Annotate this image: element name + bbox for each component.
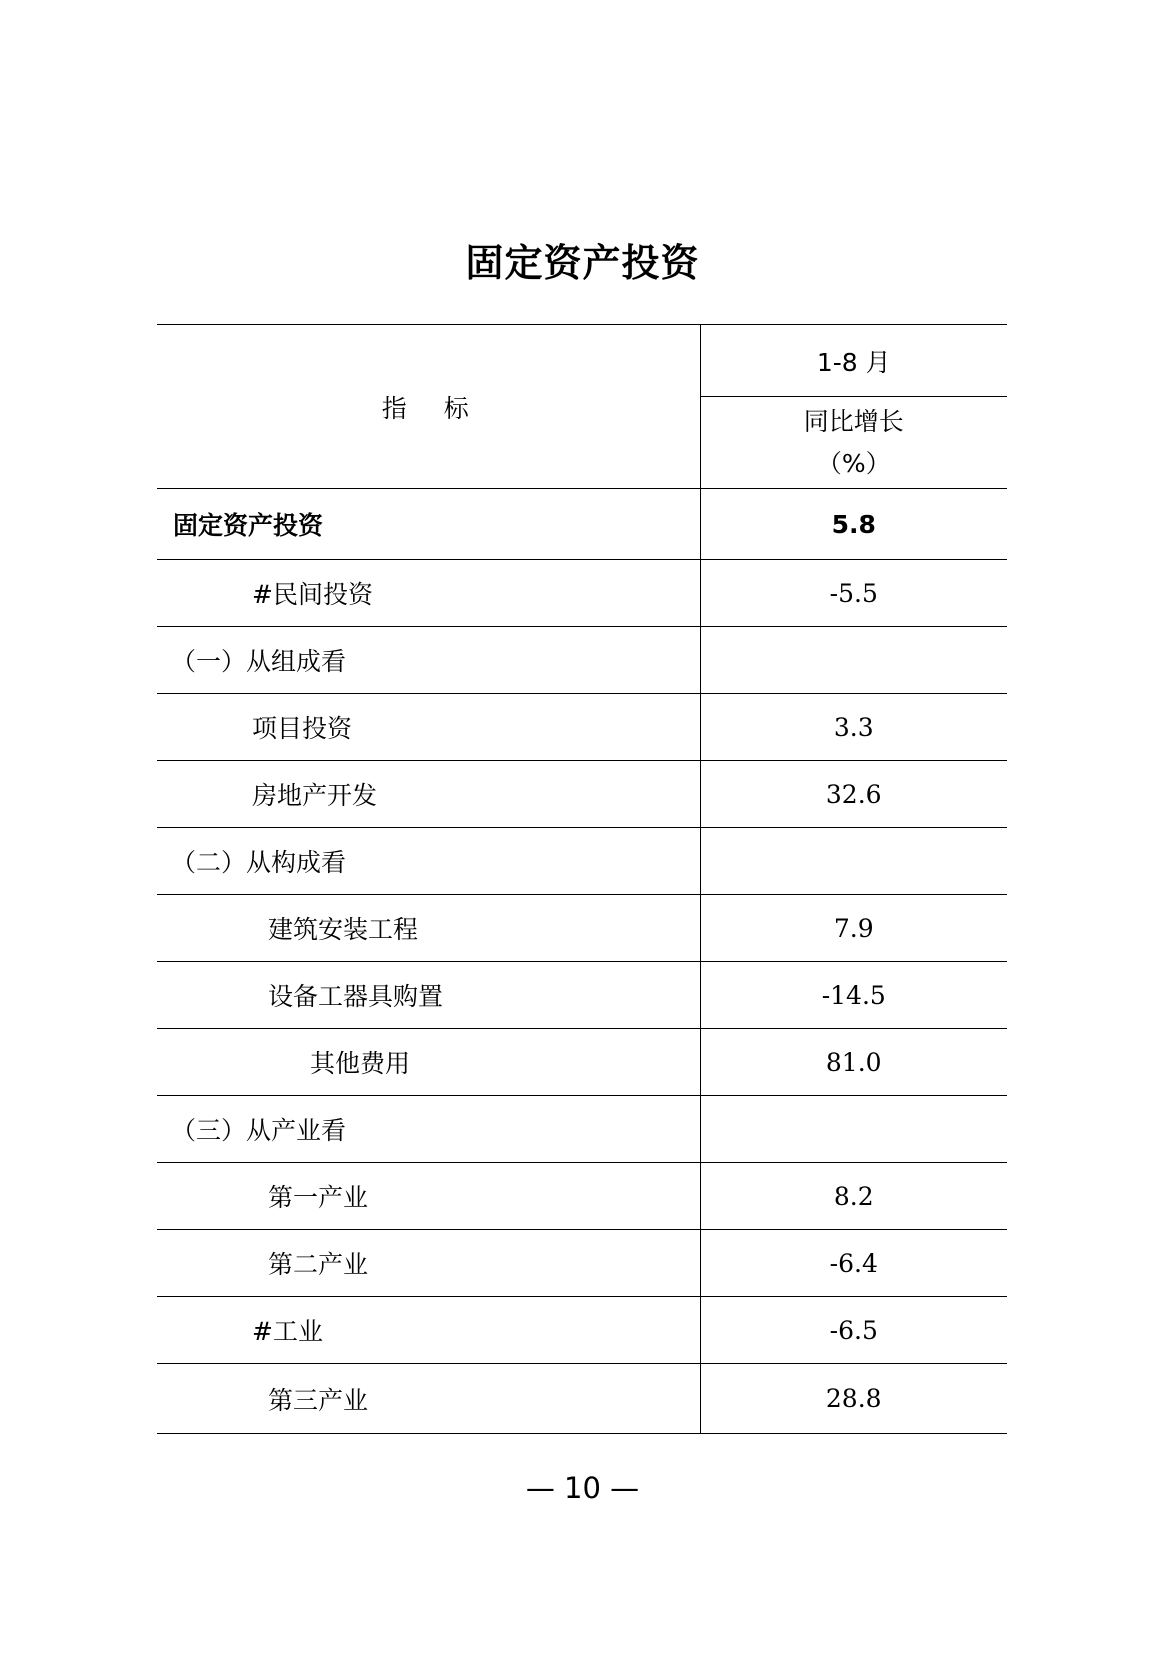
row-label: （一）从组成看: [157, 627, 700, 694]
row-value: -6.4: [700, 1230, 1007, 1297]
header-metric-line1: 同比增长: [803, 406, 904, 436]
row-label: 第三产业: [157, 1364, 700, 1434]
row-value: -14.5: [700, 962, 1007, 1029]
row-value: [700, 1096, 1007, 1163]
page-number: — 10 —: [525, 1471, 640, 1505]
header-indicator: 指 标: [157, 325, 700, 489]
page-title: 固定资产投资: [465, 241, 700, 285]
row-label: #工业: [157, 1297, 700, 1364]
row-label: 设备工器具购置: [157, 962, 700, 1029]
row-label: 项目投资: [157, 694, 700, 761]
header-metric: [700, 397, 1007, 489]
row-label: （三）从产业看: [157, 1096, 700, 1163]
row-value: -5.5: [700, 560, 1007, 627]
row-value: 32.6: [700, 761, 1007, 828]
row-label: （二）从构成看: [157, 828, 700, 895]
table-row: [157, 1297, 1007, 1364]
row-label: 房地产开发: [157, 761, 700, 828]
table-row: [157, 627, 1007, 694]
row-label: #民间投资: [157, 560, 700, 627]
row-value: 8.2: [700, 1163, 1007, 1230]
row-value: -6.5: [700, 1297, 1007, 1364]
table-row: [157, 895, 1007, 962]
table-row: [157, 1230, 1007, 1297]
table-row: [157, 694, 1007, 761]
table-row: [157, 761, 1007, 828]
row-label: 固定资产投资: [157, 489, 700, 560]
row-value: 7.9: [700, 895, 1007, 962]
statistics-table: [157, 324, 1007, 1434]
header-period: 1-8 月: [700, 325, 1007, 397]
row-value: [700, 627, 1007, 694]
table-row: [157, 1163, 1007, 1230]
row-label: 其他费用: [157, 1029, 700, 1096]
table-row: [157, 560, 1007, 627]
table-row: [157, 489, 1007, 560]
row-value: 28.8: [700, 1364, 1007, 1434]
table-row: [157, 962, 1007, 1029]
header-metric-line2: （%）: [816, 448, 891, 478]
row-value: [700, 828, 1007, 895]
row-label: 建筑安装工程: [157, 895, 700, 962]
row-label: 第二产业: [157, 1230, 700, 1297]
table-row: [157, 1096, 1007, 1163]
table-row: [157, 828, 1007, 895]
row-value: 81.0: [700, 1029, 1007, 1096]
row-label: 第一产业: [157, 1163, 700, 1230]
table-row: [157, 1364, 1007, 1434]
row-value: 5.8: [700, 489, 1007, 560]
table-row: [157, 1029, 1007, 1096]
row-value: 3.3: [700, 694, 1007, 761]
table-header-row: [157, 325, 1007, 397]
